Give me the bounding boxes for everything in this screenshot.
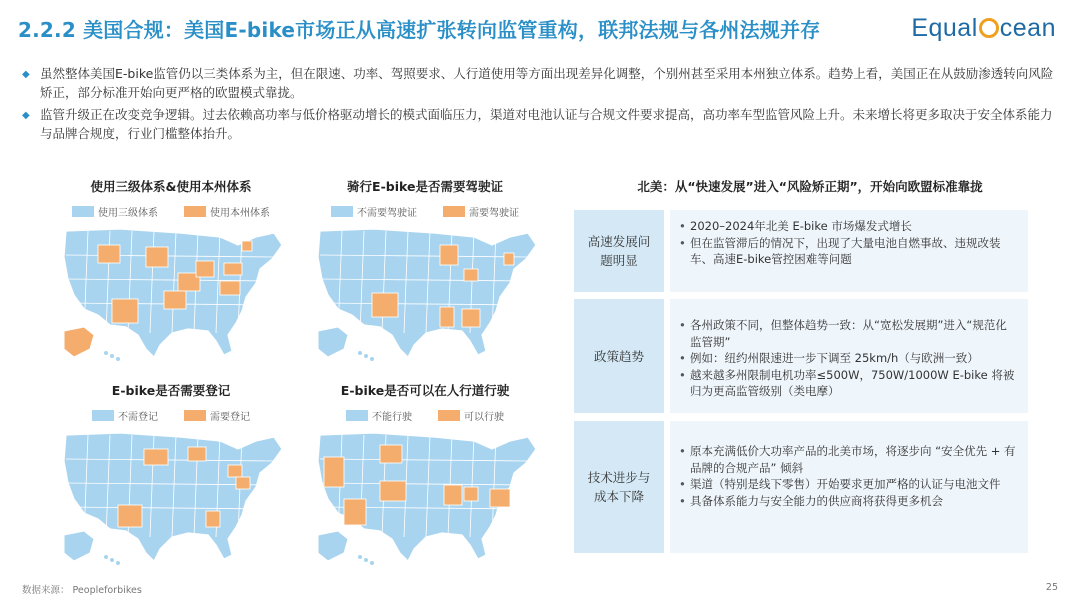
map-legend: 不需登记 需要登记 [46,408,296,423]
map-title: 使用三级体系&使用本州体系 [90,179,252,194]
highlighted-state [444,485,462,505]
data-source: 数据来源： Peopleforbikes [22,585,142,596]
legend-swatch-orange [443,206,465,217]
highlighted-state [324,457,344,487]
legend-swatch-blue [72,206,94,217]
row-item: • 原本充满低价大功率产品的北美市场，将逐步向 “安全优先 + 有品牌的合规产品” 倾斜 [676,443,1018,476]
highlighted-state [118,505,142,527]
highlighted-state [372,293,398,317]
hawaii-island [364,354,368,358]
highlighted-state [144,449,168,465]
summary-bullet: ◆ 监管升级正在改变竞争逻辑。过去依赖高功率与低价格驱动增长的模式面临压力，渠道对电池认证与合规文件要求提高，高功率车型监管风险上升。未来增长将更多取决于安全体系能力与品牌合规度，行业门槛整体抬升。 [22,107,1053,141]
legend-swatch-orange [438,410,460,421]
hawaii-island [104,555,108,559]
row-item: • 2020–2024年北美 E-bike 市场爆发式增长 [676,218,1018,235]
hawaii-island [116,357,120,361]
hawaii-island [110,558,114,562]
highlighted-state [440,245,458,265]
hawaii-island [370,357,374,361]
highlighted-state [464,487,478,501]
trend-row [574,210,1028,292]
highlighted-state [188,447,206,461]
map-title: 骑行E-bike是否需要驾驶证 [347,179,503,194]
highlighted-state [98,245,120,263]
row-label: 高速发展问题明显 [574,210,664,292]
legend-swatch-blue [92,410,114,421]
highlighted-state [464,269,478,281]
map-legend: 使用三级体系 使用本州体系 [46,204,296,219]
highlighted-state [380,445,402,463]
us-map [60,427,290,567]
highlighted-state [196,261,214,277]
map-block-license [300,177,550,367]
page-title: 2.2.2 美国合规：美国E-bike市场正从高速扩张转向监管重构，联邦法规与各州法规并存 [18,18,821,42]
highlighted-state [462,309,480,327]
map-block-registration [46,381,296,571]
map-block-system [46,177,296,367]
brand-logo: Equal cean [911,14,1056,42]
hawaii-island [104,351,108,355]
row-body [670,299,1028,413]
alaska-shape [64,327,94,357]
highlighted-state [228,465,242,477]
highlighted-state [112,299,138,323]
right-panel-title: 北美：从“快速发展”进入“风险矫正期”，开始向欧盟标准靠拢 [637,179,983,194]
hawaii-island [110,354,114,358]
highlighted-state [490,489,510,507]
row-item: • 具备体系能力与安全能力的供应商将获得更多机会 [676,493,1018,510]
summary-bullet: ◆ 虽然整体美国E-bike监管仍以三类体系为主，但在限速、功率、驾照要求、人行道使用等方面出现差异化调整，个别州甚至采用本州独立体系。趋势上看，美国正在从鼓励渗透转向风险矫正，部分标准开始向更严格的欧盟模式靠拢。 [22,66,1054,100]
row-item: • 各州政策不同，但整体趋势一致：从“宽松发展期”进入“规范化监管期” [676,317,1018,350]
trend-row [574,299,1028,413]
highlighted-state [236,477,250,489]
hawaii-island [370,561,374,565]
diamond-bullet-icon: ◆ [22,69,30,80]
us-map [314,427,544,567]
alaska-shape [318,531,348,561]
row-body [670,210,1028,292]
highlighted-state [164,291,186,309]
map-title: E-bike是否可以在人行道行驶 [340,383,510,398]
highlighted-state [242,241,252,251]
legend-swatch-blue [346,410,368,421]
us-map [314,223,544,363]
row-item: • 例如：纽约州限速进一步下调至 25km/h（与欧洲一致） [676,350,1018,367]
map-legend: 不需要驾驶证 需要驾驶证 [300,204,550,219]
hawaii-island [116,561,120,565]
row-item: • 渠道（特别是线下零售）开始要求更加严格的认证与电池文件 [676,476,1018,493]
row-label: 技术进步与成本下降 [574,421,664,553]
us-mainland-shape [318,229,536,357]
highlighted-state [504,253,514,265]
row-item: • 越来越多州限制电机功率≤500W，750W/1000W E-bike 将被归为更高监管级别（类电摩） [676,367,1018,400]
highlighted-state [380,481,406,501]
map-legend: 不能行驶 可以行驶 [300,408,550,423]
alaska-shape [318,327,348,357]
legend-swatch-orange [184,206,206,217]
highlighted-state [146,247,168,267]
row-item: • 但在监管滞后的情况下，出现了大量电池自燃事故、违规改装车、高速E-bike管控困难等问题 [676,235,1018,268]
legend-swatch-orange [184,410,206,421]
us-mainland-shape [64,433,282,561]
hawaii-island [358,351,362,355]
logo-o-ring [979,18,999,38]
legend-swatch-blue [331,206,353,217]
us-map [60,223,290,363]
map-title: E-bike是否需要登记 [111,383,231,398]
hawaii-island [358,555,362,559]
row-body [670,421,1028,553]
summary-bullets [22,64,1062,146]
highlighted-state [440,307,454,327]
trend-row [574,421,1028,553]
alaska-shape [64,531,94,561]
highlighted-state [220,281,240,295]
map-block-sidewalk [300,381,550,571]
diamond-bullet-icon: ◆ [22,110,30,121]
highlighted-state [344,499,366,525]
row-label: 政策趋势 [574,299,664,413]
highlighted-state [206,511,220,527]
page-number: 25 [1045,582,1058,593]
hawaii-island [364,558,368,562]
highlighted-state [224,263,242,275]
